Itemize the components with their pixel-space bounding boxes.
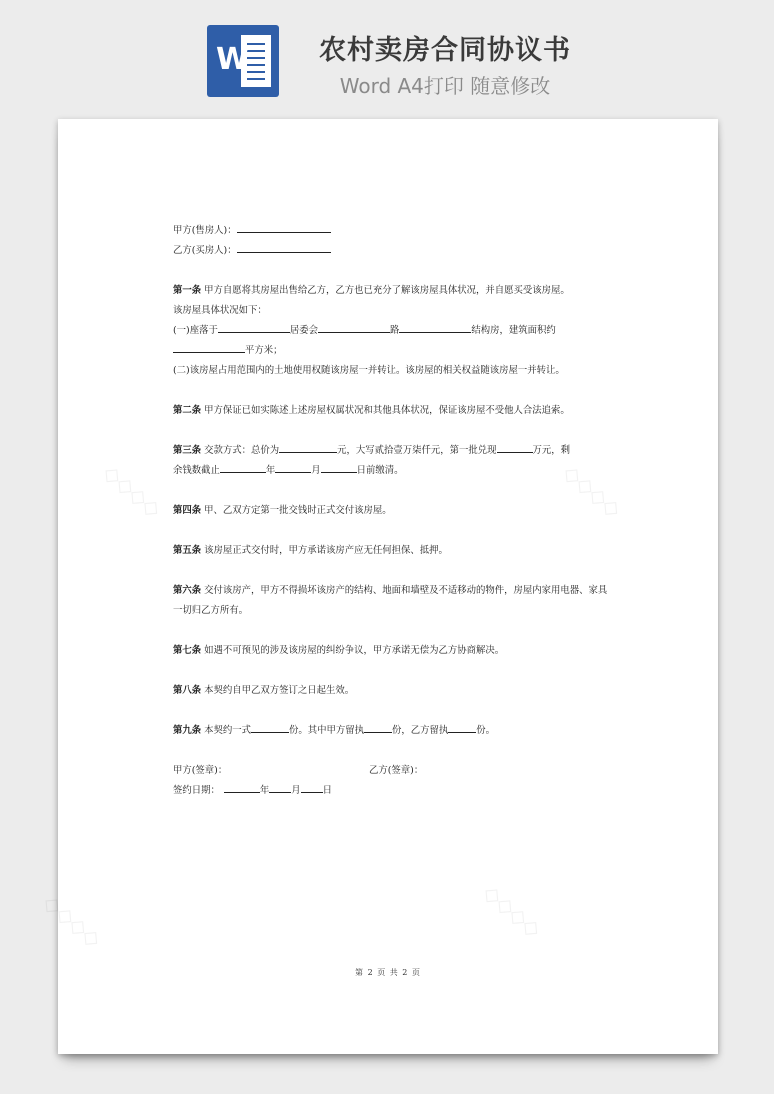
article-9-text-d: 份。 [476, 725, 496, 736]
sign-day-label: 日 [322, 785, 333, 796]
watermark: ◇◇◇◇ [557, 460, 626, 523]
party-b-label: 乙方(买房人)： [173, 245, 237, 256]
article-7-text: 如遇不可预见的涉及该房屋的纠纷争议，甲方承诺无偿为乙方协商解决。 [201, 645, 505, 656]
article-4-heading: 第四条 [173, 505, 202, 516]
article-5 [173, 541, 613, 561]
article-2 [173, 401, 613, 421]
party-a-signature-label: 甲方(签章)： [173, 765, 228, 776]
sign-month-label: 月 [291, 785, 301, 796]
header [0, 0, 774, 110]
article-8-text: 本契约自甲乙双方签订之日起生效。 [201, 685, 355, 696]
document-body [173, 221, 613, 801]
article-3-text-a: 交款方式：总价为 [201, 445, 280, 456]
watermark: ◇◇◇◇ [97, 460, 166, 523]
article-1-item1 [173, 321, 613, 341]
article-3-text-d: 余钱数截止 [173, 465, 220, 476]
article-1-heading: 第一条 [173, 285, 202, 296]
party-a-label: 甲方(售房人)： [173, 225, 237, 236]
party-a-line [173, 221, 613, 241]
page-title: 农村卖房合同协议书 [319, 35, 571, 66]
word-logo-letter: W [216, 42, 250, 77]
article-3-text-c: 万元，剩 [532, 445, 571, 456]
article-2-heading: 第二条 [173, 405, 202, 416]
signature-line [173, 761, 613, 781]
article-9-heading: 第九条 [173, 725, 202, 736]
article-3-heading: 第三条 [173, 445, 202, 456]
article-4 [173, 501, 613, 521]
article-9-text-c: 份，乙方留执 [392, 725, 449, 736]
article-9 [173, 721, 613, 741]
article-9-text-b: 份。其中甲方留执 [289, 725, 365, 736]
article-1-item1-cont [173, 341, 613, 361]
sign-date-line [173, 781, 613, 801]
article-5-text: 该房屋正式交付时，甲方承诺该房产应无任何担保、抵押。 [201, 545, 448, 556]
article-7-heading: 第七条 [173, 645, 202, 656]
watermark: ◇◇◇◇ [37, 890, 106, 953]
article-6-heading: 第六条 [173, 585, 202, 596]
deadline-day-blank[interactable] [321, 461, 357, 473]
article-3-month: 月 [311, 465, 321, 476]
sign-date-label: 签约日期： [173, 785, 220, 796]
party-a-copies-blank[interactable] [364, 721, 392, 733]
party-b-blank[interactable] [237, 241, 331, 253]
article-5-heading: 第五条 [173, 545, 202, 556]
party-b-signature-label: 乙方(签章)： [369, 765, 424, 776]
sign-month-blank[interactable] [269, 781, 291, 793]
party-a-blank[interactable] [237, 221, 331, 233]
road-blank[interactable] [399, 321, 471, 333]
item1-structure-label: 结构房，建筑面积约 [471, 325, 556, 336]
article-1-text: 甲方自愿将其房屋出售给乙方，乙方也已充分了解该房屋具体状况，并自愿买受该房屋。 [201, 285, 570, 296]
item1-committee-label: 居委会 [289, 325, 318, 336]
item1-location-label: (一)座落于 [173, 325, 218, 336]
first-payment-blank[interactable] [497, 441, 533, 453]
article-1-line2: 该房屋具体状况如下： [173, 305, 267, 316]
article-6 [173, 581, 613, 621]
article-3 [173, 441, 613, 461]
article-3-text-g: 日前缴清。 [356, 465, 404, 476]
article-8 [173, 681, 613, 701]
article-1-item2: (二)该房屋占用范围内的土地使用权随该房屋一并转让。该房屋的相关权益随该房屋一并转让。 [173, 365, 565, 376]
page-subtitle: Word A4打印 随意修改 [339, 74, 551, 98]
party-b-copies-blank[interactable] [448, 721, 476, 733]
copies-blank[interactable] [251, 721, 289, 733]
word-document-icon [207, 25, 279, 97]
area-blank[interactable] [173, 341, 245, 353]
article-1 [173, 281, 613, 301]
total-price-blank[interactable] [279, 441, 337, 453]
location-blank[interactable] [218, 321, 290, 333]
article-9-text-a: 本契约一式 [201, 725, 251, 736]
deadline-month-blank[interactable] [275, 461, 311, 473]
watermark: ◇◇◇◇ [477, 880, 546, 943]
article-6-text: 交付该房产，甲方不得损坏该房产的结构、地面和墙壁及不适移动的物件，房屋内家用电器、家具一切归乙方所有。 [173, 585, 608, 616]
party-b-line [173, 241, 613, 261]
sign-year-blank[interactable] [224, 781, 260, 793]
item1-road-label: 路 [389, 325, 400, 336]
article-2-text: 甲方保证已如实陈述上述房屋权属状况和其他具体状况，保证该房屋不受他人合法追索。 [201, 405, 570, 416]
article-3-text-b: 元，大写贰拾壹万柒仟元，第一批兑现 [337, 445, 497, 456]
sign-year-label: 年 [259, 785, 270, 796]
article-3-year: 年 [265, 465, 276, 476]
page-footer: 第 2 页 共 2 页 [355, 968, 421, 977]
committee-blank[interactable] [318, 321, 390, 333]
sign-day-blank[interactable] [301, 781, 323, 793]
item1-area-unit: 平方米； [245, 345, 283, 356]
article-7 [173, 641, 613, 661]
article-8-heading: 第八条 [173, 685, 202, 696]
article-4-text: 甲、乙双方定第一批交钱时正式交付该房屋。 [201, 505, 392, 516]
deadline-year-blank[interactable] [220, 461, 266, 473]
article-3-cont [173, 461, 613, 481]
document-page [37, 119, 718, 1054]
